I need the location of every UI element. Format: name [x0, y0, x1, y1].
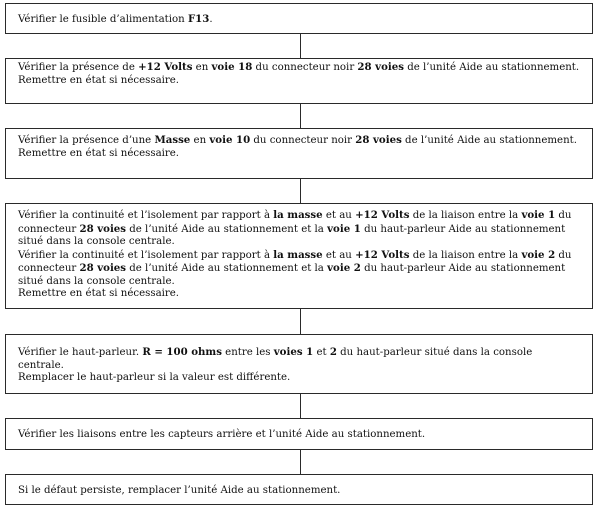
- emphasis-text: R = 100 ohms: [142, 346, 222, 358]
- text-run: de l’unité Aide au stationnement et la: [126, 223, 328, 235]
- text-run: de l’unité Aide au stationnement et la: [126, 263, 328, 274]
- text-run: du connecteur noir: [250, 135, 356, 146]
- text-run: en: [192, 62, 212, 73]
- text-run: Vérifier la continuité et l’isolement par rapport à: [18, 210, 274, 221]
- text-run: et: [313, 347, 330, 358]
- text-run: Vérifier la présence d’une: [18, 135, 155, 146]
- emphasis-text: 28 voies: [355, 134, 402, 146]
- step-text: [18, 148, 580, 161]
- step-text: [18, 288, 580, 301]
- emphasis-text: 2: [329, 346, 337, 358]
- flow-connector: [300, 104, 301, 128]
- step-text: [18, 429, 580, 442]
- emphasis-text: 28 voies: [79, 222, 127, 235]
- emphasis-text: la masse: [273, 248, 323, 261]
- step-box-4: [5, 203, 593, 309]
- text-run: Vérifier les liaisons entre les capteurs arrière et l’unité Aide au stationnement.: [18, 429, 426, 440]
- text-run: Si le défaut persiste, remplacer l’unité Aide au stationnement.: [18, 485, 341, 496]
- text-run: Vérifier le haut-parleur.: [18, 347, 143, 358]
- text-run: du connecteur: [18, 210, 572, 235]
- emphasis-text: voie 2: [521, 248, 556, 261]
- flow-connector: [300, 309, 301, 334]
- text-run: du haut-parleur Aide au stationnement situé dans la console centrale.: [18, 263, 566, 287]
- text-run: Vérifier le fusible d’alimentation: [18, 14, 188, 25]
- text-run: Vérifier la continuité et l’isolement par rapport à: [18, 249, 274, 261]
- text-run: Remplacer le haut-parleur si la valeur est différente.: [18, 372, 291, 383]
- step-box-5: [5, 334, 593, 394]
- step-text: [18, 61, 580, 75]
- emphasis-text: voie 18: [211, 61, 253, 73]
- step-text: [18, 372, 580, 385]
- text-run: Remettre en état si nécessaire.: [18, 147, 180, 159]
- emphasis-text: +12 Volts: [355, 209, 410, 221]
- text-run: Remettre en état si nécessaire.: [18, 74, 180, 86]
- step-box-1: [5, 3, 593, 34]
- text-run: de l’unité Aide au stationnement.: [403, 62, 580, 73]
- text-run: de l’unité Aide au stationnement.: [401, 135, 577, 146]
- step-text: [18, 134, 580, 148]
- flow-connector: [300, 179, 301, 203]
- emphasis-text: la masse: [273, 209, 323, 221]
- step-text: [18, 13, 580, 27]
- emphasis-text: Masse: [154, 134, 191, 146]
- text-run: et au: [322, 210, 356, 221]
- step-box-2: [5, 58, 593, 104]
- emphasis-text: F13: [187, 13, 210, 25]
- step-text: [18, 485, 580, 498]
- text-run: de la liaison entre la: [409, 249, 522, 261]
- text-run: du connecteur noir: [252, 62, 358, 73]
- step-text: [18, 249, 580, 289]
- flow-connector: [300, 450, 301, 474]
- emphasis-text: voie 1: [521, 209, 556, 221]
- text-run: Remettre en état si nécessaire.: [18, 288, 180, 299]
- text-run: Vérifier la présence de: [18, 62, 139, 73]
- flow-connector: [300, 34, 301, 58]
- text-run: du haut-parleur situé dans la console centrale.: [18, 347, 533, 371]
- emphasis-text: +12 Volts: [138, 61, 193, 73]
- text-run: du connecteur: [18, 249, 572, 274]
- text-run: du haut-parleur Aide au stationnement situé dans la console centrale.: [18, 223, 566, 247]
- emphasis-text: 28 voies: [79, 262, 127, 274]
- emphasis-text: voie 10: [209, 134, 251, 146]
- text-run: de la liaison entre la: [409, 210, 522, 221]
- text-run: .: [209, 14, 213, 25]
- text-run: en: [190, 135, 210, 146]
- step-box-7: [5, 474, 593, 505]
- step-text: [18, 75, 580, 88]
- emphasis-text: voies 1: [273, 346, 314, 358]
- step-text: [18, 346, 580, 372]
- step-text: [18, 209, 580, 249]
- emphasis-text: voie 2: [327, 262, 361, 274]
- emphasis-text: voie 1: [327, 222, 361, 235]
- step-box-3: [5, 128, 593, 179]
- flow-connector: [300, 394, 301, 418]
- emphasis-text: +12 Volts: [355, 248, 410, 261]
- text-run: et au: [322, 249, 356, 261]
- text-run: entre les: [221, 347, 274, 358]
- emphasis-text: 28 voies: [357, 61, 404, 73]
- step-box-6: [5, 418, 593, 450]
